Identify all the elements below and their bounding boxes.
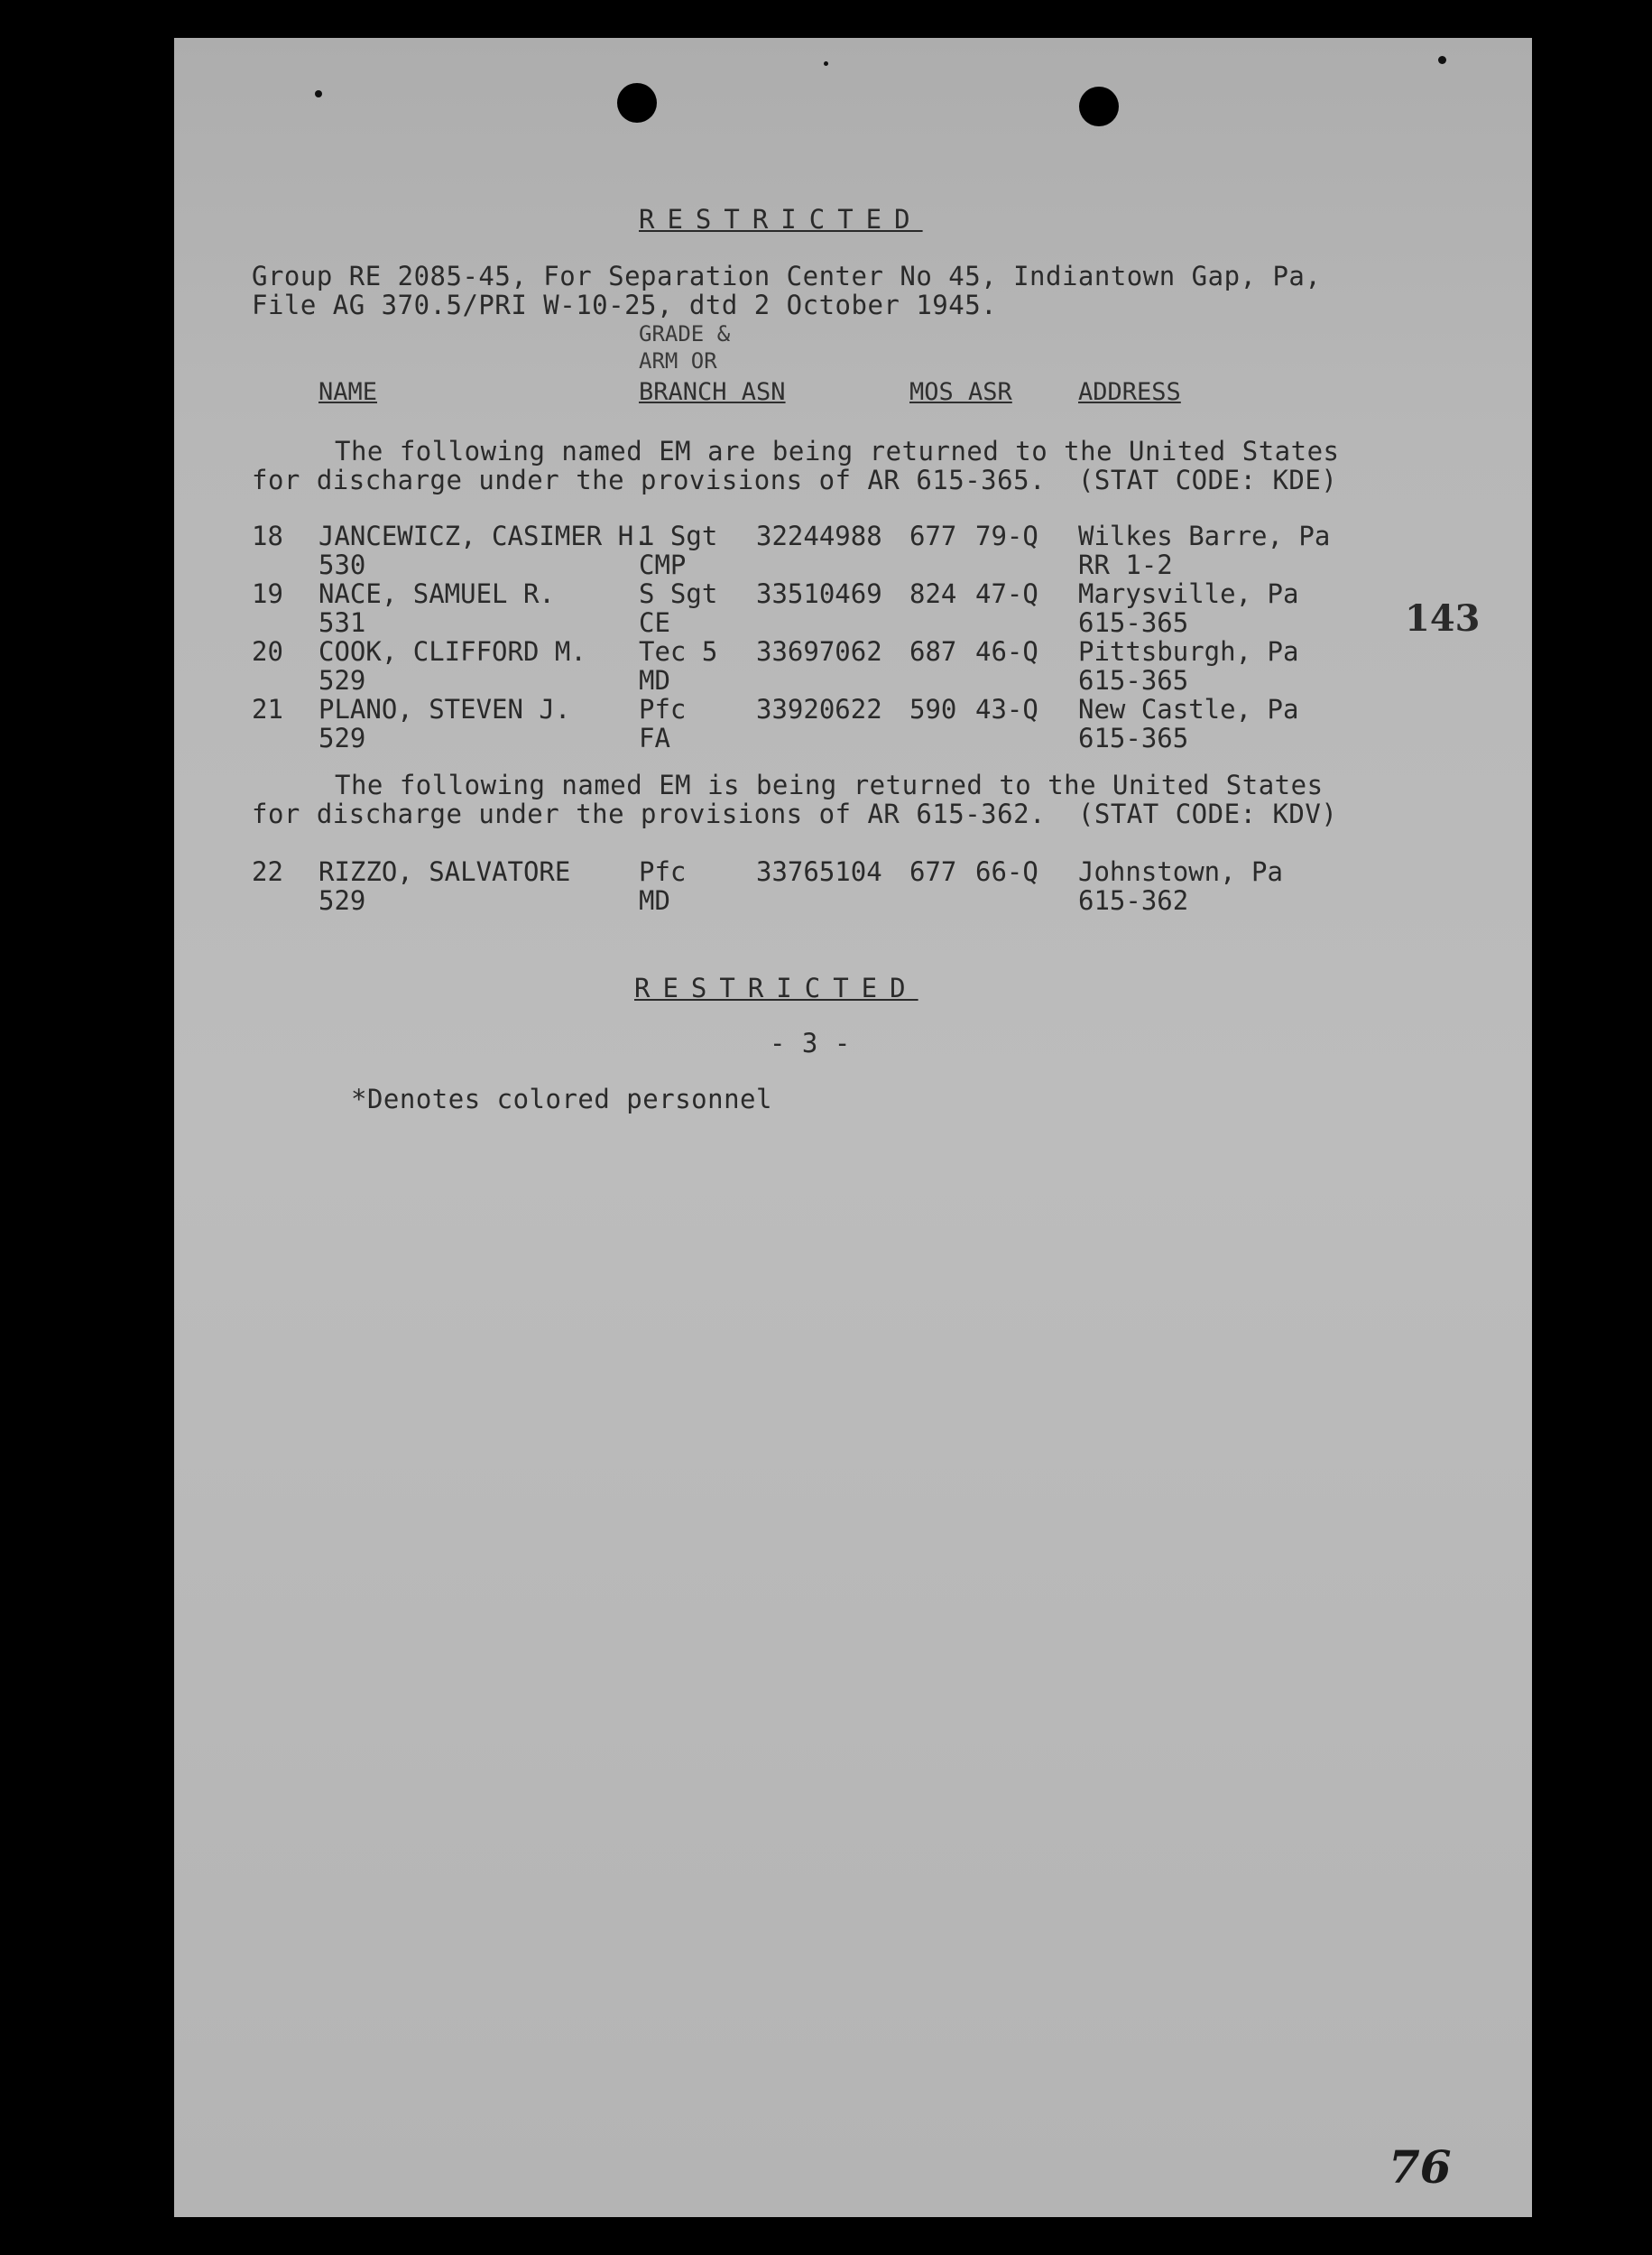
cell-branch: CMP [639,550,687,580]
cell-grade: S Sgt [639,578,718,609]
table-row [174,579,1527,637]
cell-asn: 32244988 [756,521,882,551]
cell-asn: 33510469 [756,578,882,609]
cell-asr: 47-Q [975,578,1038,609]
table-row [174,695,1527,753]
cell-num: 21 [252,694,283,725]
cell-grade: Pfc [639,694,687,725]
col-address: ADDRESS [1078,378,1181,406]
col-grade-label-1: GRADE & [639,321,731,347]
col-grade-label-2: ARM OR [639,348,717,374]
cell-grade: Pfc [639,856,687,887]
cell-address: New Castle, Pa [1078,694,1299,725]
cell-name: COOK, CLIFFORD M. [318,636,586,667]
cell-address: Marysville, Pa [1078,578,1299,609]
cell-branch: CE [639,607,670,638]
col-mos-asr: MOS ASR [909,378,1012,406]
cell-address: Wilkes Barre, Pa [1078,521,1331,551]
cell-sub: 530 [318,550,366,580]
punch-hole-right [1079,87,1119,126]
cell-sub: 531 [318,607,366,638]
restricted-top: RESTRICTED [639,204,923,235]
cell-asr: 43-Q [975,694,1038,725]
cell-address: Johnstown, Pa [1078,856,1283,887]
cell-num: 22 [252,856,283,887]
cell-mos: 677 [909,856,957,887]
cell-address2: 615-365 [1078,665,1189,696]
col-branch-asn: BRANCH ASN [639,378,786,406]
cell-sub: 529 [318,665,366,696]
cell-mos: 687 [909,636,957,667]
header-line-1: Group RE 2085-45, For Separation Center No 45, Indiantown Gap, Pa, [252,261,1322,291]
cell-address2: 615-362 [1078,885,1189,916]
cell-name: NACE, SAMUEL R. [318,578,555,609]
section1-intro-1: The following named EM are being returned to the United States [335,436,1340,467]
section1-intro-2: for discharge under the provisions of AR 615-365. (STAT CODE: KDE) [252,465,1338,495]
header-line-2: File AG 370.5/PRI W-10-25, dtd 2 October 1945. [252,290,998,320]
stamp-number: 143 [1405,597,1481,640]
cell-mos: 590 [909,694,957,725]
table-row [174,857,1527,915]
col-name: NAME [318,378,378,406]
cell-name: RIZZO, SALVATORE [318,856,571,887]
punch-hole-left [617,83,657,123]
section2-intro-1: The following named EM is being returned to the United States [335,770,1324,800]
cell-mos: 677 [909,521,957,551]
speck [315,90,322,97]
cell-sub: 529 [318,723,366,753]
table-row [174,522,1527,579]
cell-branch: FA [639,723,670,753]
cell-num: 18 [252,521,283,551]
speck [1438,56,1446,64]
cell-branch: MD [639,885,670,916]
cell-name: JANCEWICZ, CASIMER H. [318,521,650,551]
restricted-bottom: RESTRICTED [634,973,918,1003]
footnote: *Denotes colored personnel [351,1084,772,1114]
cell-asn: 33920622 [756,694,882,725]
cell-address2: 615-365 [1078,723,1189,753]
cell-num: 19 [252,578,283,609]
document-page [174,38,1532,2217]
cell-asn: 33697062 [756,636,882,667]
section2-intro-2: for discharge under the provisions of AR 615-362. (STAT CODE: KDV) [252,799,1338,829]
cell-num: 20 [252,636,283,667]
cell-address: Pittsburgh, Pa [1078,636,1299,667]
cell-asr: 66-Q [975,856,1038,887]
speck [824,61,828,66]
page-number: - 3 - [770,1028,851,1058]
handwritten-number: 76 [1389,2140,1452,2194]
cell-asr: 79-Q [975,521,1038,551]
cell-name: PLANO, STEVEN J. [318,694,571,725]
cell-asr: 46-Q [975,636,1038,667]
cell-mos: 824 [909,578,957,609]
cell-address2: RR 1-2 [1078,550,1173,580]
cell-grade: 1 Sgt [639,521,718,551]
cell-sub: 529 [318,885,366,916]
cell-asn: 33765104 [756,856,882,887]
cell-branch: MD [639,665,670,696]
cell-grade: Tec 5 [639,636,718,667]
cell-address2: 615-365 [1078,607,1189,638]
table-row [174,637,1527,695]
